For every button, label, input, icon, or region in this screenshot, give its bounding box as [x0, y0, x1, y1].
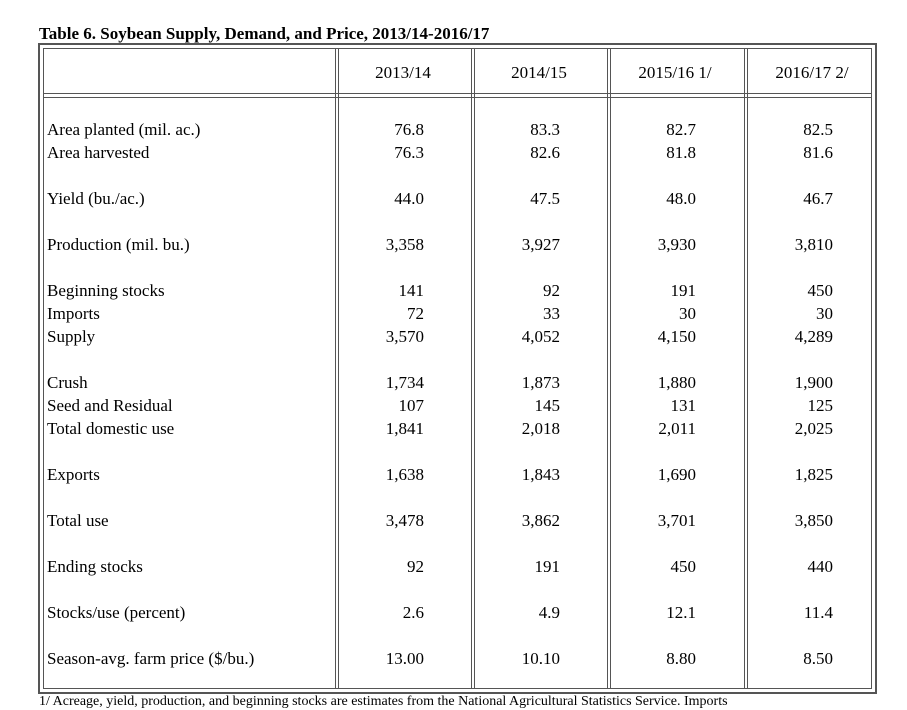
cell-value: 81.8	[666, 143, 696, 162]
cell-value: 12.1	[666, 603, 696, 622]
cell-value: 4,150	[657, 327, 696, 346]
cell-value: 2,025	[794, 419, 833, 438]
cell-value: 4.9	[538, 603, 560, 622]
row-label: Production (mil. bu.)	[47, 235, 190, 254]
table-row	[0, 511, 907, 534]
cell-value: 145	[534, 396, 560, 415]
cell-value: 47.5	[530, 189, 560, 208]
table-row	[0, 419, 907, 442]
footnote: 1/ Acreage, yield, production, and beginning stocks are estimates from the National Agricultural Statistics Service. Imports	[39, 694, 728, 709]
cell-value: 450	[807, 281, 833, 300]
row-label: Supply	[47, 327, 96, 346]
cell-value: 33	[543, 304, 560, 323]
cell-value: 10.10	[521, 649, 560, 668]
cell-value: 76.8	[394, 120, 424, 139]
column-header-2014-15: 2014/15	[511, 63, 567, 82]
cell-value: 131	[670, 396, 696, 415]
cell-value: 191	[670, 281, 696, 300]
table-row	[0, 557, 907, 580]
cell-value: 30	[679, 304, 696, 323]
cell-value: 83.3	[530, 120, 560, 139]
cell-value: 3,862	[521, 511, 560, 530]
cell-value: 3,930	[657, 235, 696, 254]
row-label: Total use	[47, 511, 109, 530]
cell-value: 13.00	[385, 649, 424, 668]
cell-value: 191	[534, 557, 560, 576]
cell-value: 1,873	[521, 373, 560, 392]
cell-value: 440	[807, 557, 833, 576]
cell-value: 3,358	[385, 235, 424, 254]
table-row	[0, 465, 907, 488]
cell-value: 1,825	[794, 465, 833, 484]
cell-value: 2.6	[402, 603, 424, 622]
cell-value: 3,570	[385, 327, 424, 346]
row-label: Season-avg. farm price ($/bu.)	[47, 649, 255, 668]
cell-value: 82.7	[666, 120, 696, 139]
cell-value: 8.80	[666, 649, 696, 668]
cell-value: 107	[398, 396, 424, 415]
cell-value: 4,289	[794, 327, 833, 346]
row-label: Area harvested	[47, 143, 150, 162]
cell-value: 82.5	[803, 120, 833, 139]
cell-value: 3,478	[385, 511, 424, 530]
cell-value: 92	[543, 281, 560, 300]
table-row	[0, 396, 907, 419]
cell-value: 141	[398, 281, 424, 300]
cell-value: 11.4	[803, 603, 833, 622]
cell-value: 3,701	[657, 511, 696, 530]
cell-value: 1,843	[521, 465, 560, 484]
table-row	[0, 189, 907, 212]
column-header-2015-16: 2015/16 1/	[638, 63, 712, 82]
row-label: Yield (bu./ac.)	[47, 189, 145, 208]
row-label: Ending stocks	[47, 557, 143, 576]
cell-value: 46.7	[803, 189, 833, 208]
cell-value: 44.0	[394, 189, 424, 208]
cell-value: 82.6	[530, 143, 560, 162]
table-row	[0, 143, 907, 166]
row-label: Exports	[47, 465, 100, 484]
row-label: Imports	[47, 304, 100, 323]
cell-value: 1,900	[794, 373, 833, 392]
cell-value: 2,011	[658, 419, 696, 438]
cell-value: 450	[670, 557, 696, 576]
cell-value: 125	[807, 396, 833, 415]
cell-value: 76.3	[394, 143, 424, 162]
table-row	[0, 120, 907, 143]
cell-value: 48.0	[666, 189, 696, 208]
table-title: Table 6. Soybean Supply, Demand, and Price, 2013/14-2016/17	[39, 24, 490, 43]
table-row	[0, 281, 907, 304]
cell-value: 3,810	[794, 235, 833, 254]
cell-value: 81.6	[803, 143, 833, 162]
cell-value: 3,850	[794, 511, 833, 530]
row-label: Area planted (mil. ac.)	[47, 120, 201, 139]
cell-value: 1,690	[657, 465, 696, 484]
cell-value: 1,841	[385, 419, 424, 438]
cell-value: 30	[816, 304, 833, 323]
cell-value: 1,734	[385, 373, 424, 392]
cell-value: 1,638	[385, 465, 424, 484]
column-header-2016-17: 2016/17 2/	[775, 63, 849, 82]
table-row	[0, 235, 907, 258]
table-row	[0, 327, 907, 350]
table-row	[0, 603, 907, 626]
row-label: Crush	[47, 373, 88, 392]
column-header-2013-14: 2013/14	[375, 63, 431, 82]
row-label: Total domestic use	[47, 419, 175, 438]
table-row	[0, 373, 907, 396]
cell-value: 4,052	[521, 327, 560, 346]
table-row	[0, 304, 907, 327]
cell-value: 72	[407, 304, 424, 323]
row-label: Stocks/use (percent)	[47, 603, 186, 622]
cell-value: 1,880	[657, 373, 696, 392]
row-label: Beginning stocks	[47, 281, 165, 300]
row-label: Seed and Residual	[47, 396, 173, 415]
cell-value: 3,927	[521, 235, 560, 254]
table-row	[0, 649, 907, 672]
cell-value: 2,018	[521, 419, 560, 438]
cell-value: 8.50	[803, 649, 833, 668]
cell-value: 92	[407, 557, 424, 576]
